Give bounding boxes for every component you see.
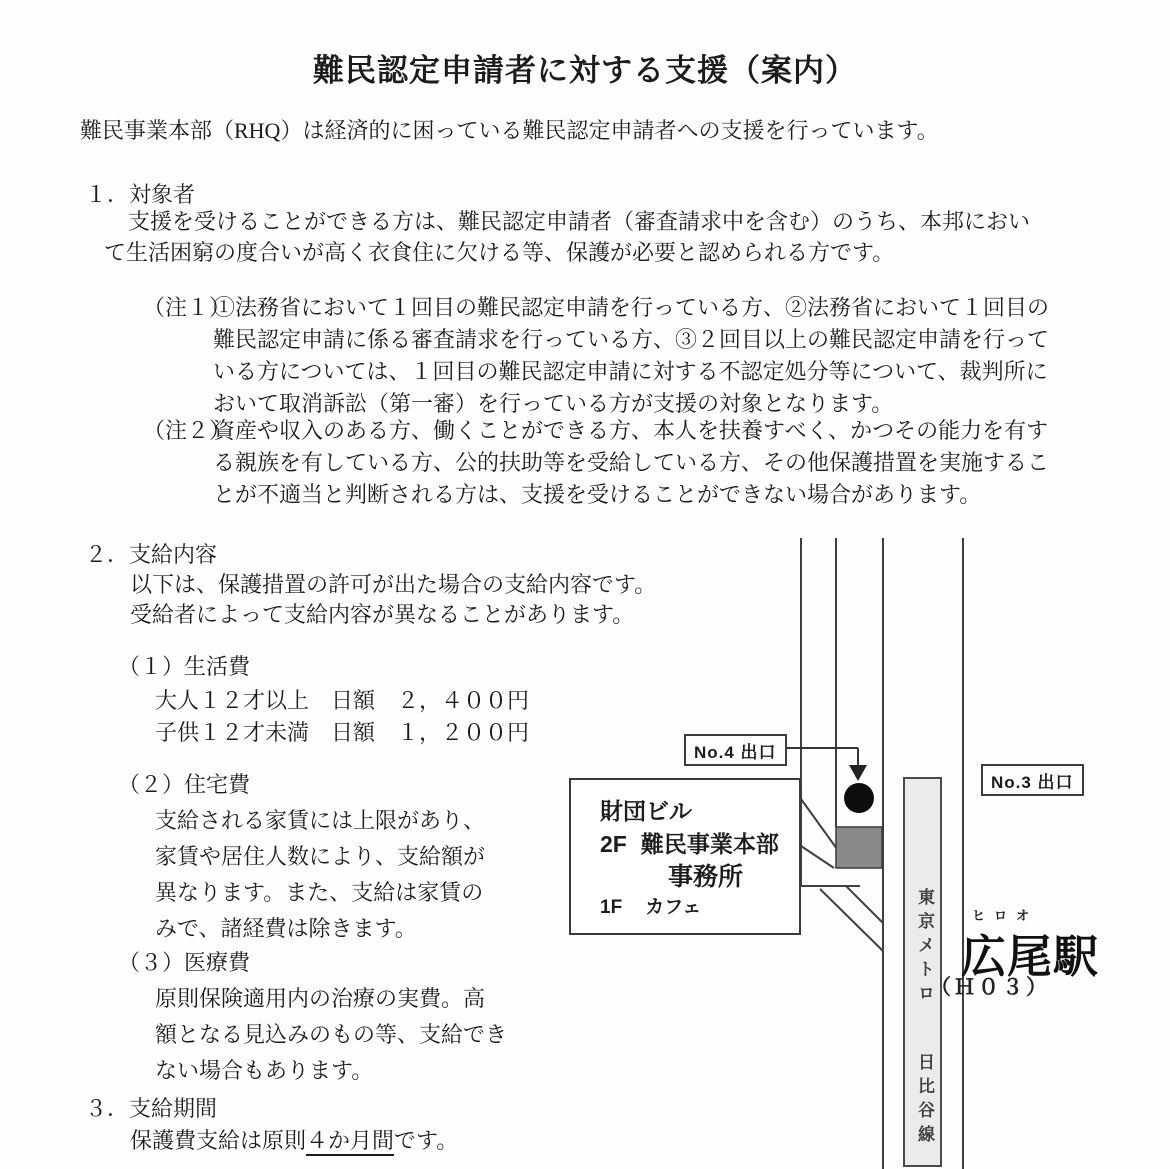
junction-diagonal [820, 889, 883, 951]
note1-line: 難民認定申請に係る審査請求を行っている方、③２回目以上の難民認定申請を行って [213, 327, 1050, 352]
section1-heading: １．対象者 [85, 182, 196, 207]
section3-text-underlined: ４か月間 [306, 1128, 394, 1156]
building-info-box [569, 778, 801, 935]
benefit-item-label: （２）住宅費 [118, 772, 251, 797]
exit4-label: No.4 出口 [684, 734, 787, 766]
building-floor2-row [600, 826, 779, 859]
exit3-label: No.3 出口 [981, 764, 1084, 796]
section2-line: 受給者によって支給内容が異なることがあります。 [130, 602, 635, 627]
metro-operator-label: 東京メトロ [915, 888, 934, 1008]
building-floor1-prefix: 1F [600, 897, 623, 918]
section1-line: 支援を受けることができる方は、難民認定申請者（審査請求中を含む）のうち、本邦におい [128, 209, 1031, 234]
building-floor1-name: カフェ [645, 897, 702, 918]
benefit-item-line: ない場合もあります。 [155, 1058, 374, 1083]
exit4-arrowhead-icon [849, 765, 867, 781]
exit-dot [844, 783, 874, 813]
section1-line: て生活困窮の度合いが高く衣食住に欠ける等、保護が必要と認められる方です。 [104, 240, 895, 265]
metro-line-name-label: 日比谷線 [915, 1053, 934, 1149]
note2-line: 資産や収入のある方、働くことができる方、本人を扶養すべく、かつその能力を有す [213, 418, 1049, 443]
building-floor2-name: 難民事業本部 [640, 831, 779, 857]
benefit-item-line: 異なります。また、支給は家賃の [155, 880, 484, 905]
benefit-item-line: みで、諸経費は除きます。 [155, 916, 417, 941]
section2-heading: ２．支給内容 [85, 542, 218, 567]
note1-line: ①法務省において１回目の難民認定申請を行っている方、②法務省において１回目の [213, 295, 1050, 320]
note1-label: （注１） [143, 295, 232, 320]
section3-heading: ３．支給期間 [85, 1096, 218, 1121]
benefit-item-line: 支給される家賃には上限があり、 [155, 808, 486, 833]
benefit-item-line: 大人１２才以上 日額 ２，４００円 [155, 688, 530, 713]
note1-line: おいて取消訴訟（第一審）を行っている方が支援の対象となります。 [213, 391, 894, 416]
building-office-label: 事務所 [668, 863, 744, 891]
benefit-item-label: （１）生活費 [118, 654, 251, 679]
station-code: （Ｈ０３） [930, 976, 1050, 999]
intro-paragraph: 難民事業本部（RHQ）は経済的に困っている難民認定申請者への支援を行っています。 [80, 118, 939, 143]
page-title: 難民認定申請者に対する支援（案内） [313, 53, 857, 88]
building-name: 財団ビル [600, 798, 692, 824]
benefit-item-line: 子供１２才未満 日額 １，２００円 [155, 720, 530, 745]
building-floor1-row [600, 892, 701, 919]
section3-text-post: です。 [394, 1128, 459, 1153]
benefit-item-line: 家賃や居住人数により、支給額が [155, 844, 486, 869]
note2-line: る親族を有している方、公的扶助等を受給している方、その他保護措置を実施するこ [213, 450, 1050, 475]
building-floor2-prefix: 2F [600, 831, 627, 857]
note2-label: （注２） [143, 418, 232, 443]
building-callout-line [801, 799, 837, 849]
section2-line: 以下は、保護措置の許可が出た場合の支給内容です。 [130, 572, 657, 597]
junction-diagonal [846, 886, 883, 923]
station-furigana: ヒロオ [972, 908, 1039, 923]
station-name: 広尾駅 [961, 931, 1100, 982]
note1-line: いる方については、１回目の難民認定申請に対する不認定処分等について、裁判所に [213, 359, 1048, 384]
benefit-item-label: （３）医療費 [118, 950, 251, 975]
note2-line: とが不適当と判断される方は、支援を受けることができない場合があります。 [213, 482, 982, 507]
benefit-item-line: 額となる見込みのもの等、支給でき [155, 1022, 508, 1047]
building-marker [836, 827, 882, 868]
section3-text-pre: 保護費支給は原則 [130, 1128, 307, 1153]
benefit-item-line: 原則保険適用内の治療の実費。高 [155, 986, 486, 1011]
building-callout-line [801, 846, 834, 868]
